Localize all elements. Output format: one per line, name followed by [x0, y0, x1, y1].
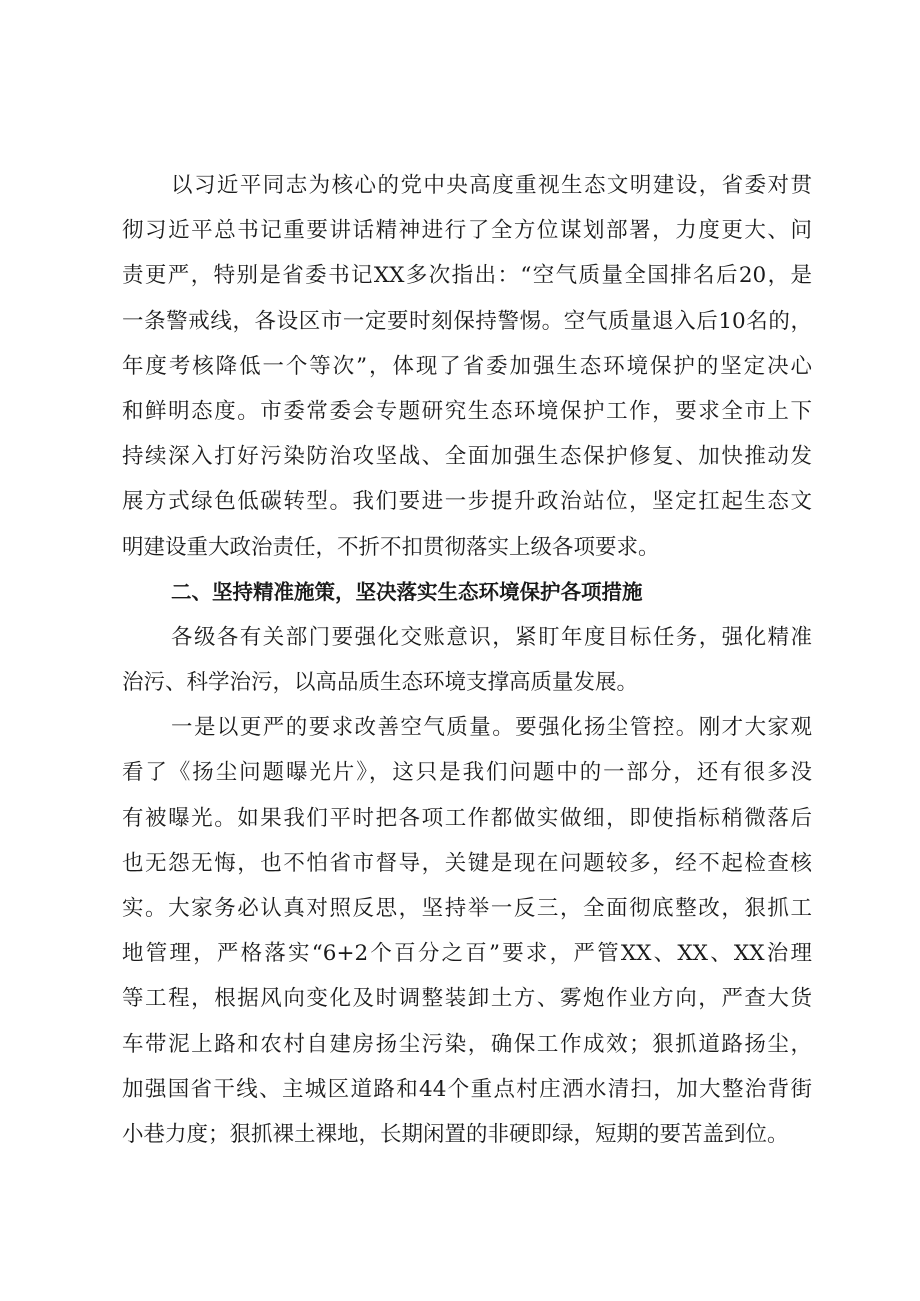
text-line: 小巷力度；狠抓裸土裸地，长期闲置的非硬即绿，短期的要苫盖到位。: [122, 1121, 789, 1147]
text-line: 看了《扬尘问题曝光片》，这只是我们问题中的一部分，还有很多没: [122, 760, 812, 786]
text-line: 年度考核降低一个等次”，体现了省委加强生态环境保护的坚定决心: [122, 353, 812, 379]
paragraph-1: [122, 163, 812, 570]
text-line: 各级各有关部门要强化交账意识，紧盯年度目标任务，强化精准: [171, 624, 812, 650]
text-line: 一条警戒线，各设区市一定要时刻保持警惕。空气质量退入后10名的，: [122, 308, 812, 334]
text-line: 地管理，严格落实“6+2个百分之百”要求，严管XX、XX、XX治理: [122, 941, 812, 967]
section-heading: [122, 570, 812, 615]
text-line: 也无怨无悔，也不怕省市督导，关键是现在问题较多，经不起检查核: [122, 850, 812, 876]
text-line: 展方式绿色低碳转型。我们要进一步提升政治站位，坚定扛起生态文: [122, 489, 812, 515]
text-line: 等工程，根据风向变化及时调整装卸土方、雾炮作业方向，严查大货: [122, 986, 812, 1012]
text-line: 持续深入打好污染防治攻坚战、全面加强生态保护修复、加快推动发: [122, 444, 812, 470]
text-line: 一是以更严的要求改善空气质量。要强化扬尘管控。刚才大家观: [171, 715, 812, 741]
text-line: 明建设重大政治责任，不折不扣贯彻落实上级各项要求。: [122, 534, 660, 560]
text-line: 和鲜明态度。市委常委会专题研究生态环境保护工作，要求全市上下: [122, 398, 812, 424]
text-line: 以习近平同志为核心的党中央高度重视生态文明建设，省委对贯: [171, 173, 812, 198]
text-line: 治污、科学治污，以高品质生态环境支撑高质量发展。: [122, 670, 639, 696]
text-line: 车带泥上路和农村自建房扬尘污染，确保工作成效；狠抓道路扬尘，: [122, 1031, 812, 1057]
text-line: 彻习近平总书记重要讲话精神进行了全方位谋划部署，力度更大、问: [122, 218, 812, 244]
text-line: 加强国省干线、主城区道路和44个重点村庄洒水清扫，加大整治背街: [122, 1076, 812, 1102]
text-line: 有被曝光。如果我们平时把各项工作都做实做细，即使指标稍微落后: [122, 805, 812, 831]
text-line: 责更严，特别是省委书记XX多次指出：“空气质量全国排名后20，是: [122, 263, 812, 289]
heading-line: 二、坚持精准施策，坚决落实生态环境保护各项措施: [171, 579, 643, 604]
paragraph-2: [122, 615, 812, 705]
text-line: 实。大家务必认真对照反思，坚持举一反三，全面彻底整改，狠抓工: [122, 896, 812, 921]
document-body: [122, 163, 812, 1157]
paragraph-3: [122, 705, 812, 1157]
